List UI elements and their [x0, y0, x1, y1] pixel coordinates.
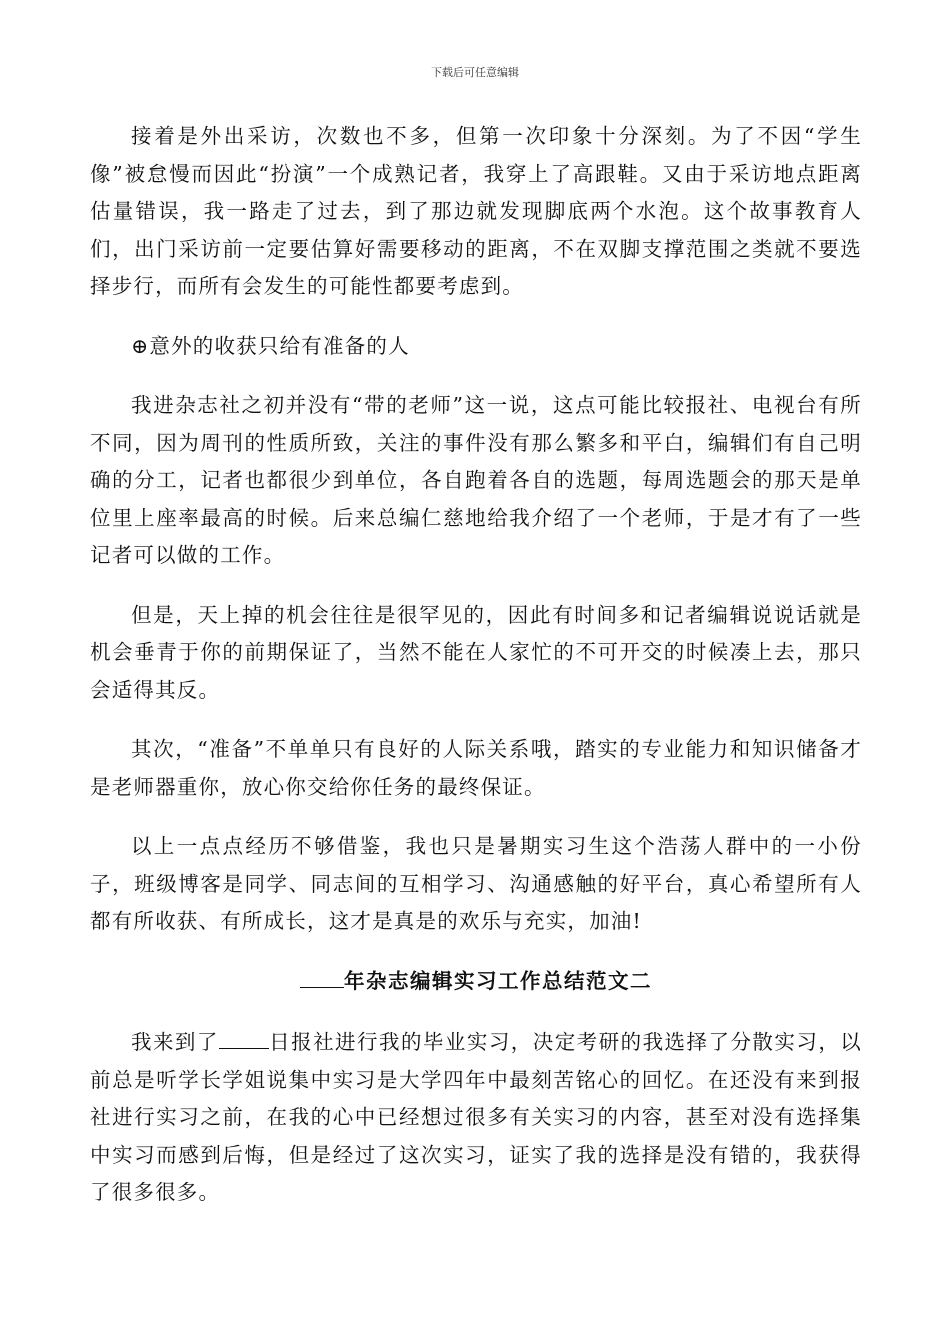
paragraph-preparation: 其次，“准备”不单单只有良好的人际关系哦，踏实的专业能力和知识储备才是老师器重你，放心你交给你任务的最终保证。 — [90, 737, 862, 799]
title-blank-line — [300, 987, 344, 988]
paragraph-magazine-start: 我进杂志社之初并没有“带的老师”这一说，这点可能比较报社、电视台有所不同，因为周刊的性质所致，关注的事件没有那么繁多和平白，编辑们有自己明确的分工，记者也都很少到单位，各自跑着各自的选题，每周选题会的那天是单位里上座率最高的时候。后来总编仁慈地给我介绍了一个老师，于是才有了一些记者可以做的工作。 — [90, 393, 862, 567]
running-header: 下载后可任意编辑 — [431, 66, 519, 79]
paragraph-newspaper-internship — [90, 1024, 862, 1212]
paragraph-interview-experience: 接着是外出采访，次数也不多，但第一次印象十分深刻。为了不因“学生像”被怠慢而因此“扮演”一个成熟记者，我穿上了高跟鞋。又由于采访地点距离估量错误，我一路走了过去，到了那边就发现脚底两个水泡。这个故事教育人们，出门采访前一定要估算好需要移动的距离，不在双脚支撑范围之类就不要选择步行，而所有会发生的可能性都要考虑到。 — [90, 124, 862, 298]
section-title-text: 年杂志编辑实习工作总结范文二 — [344, 968, 652, 993]
paragraph-subheading-prepared: ⊕意外的收获只给有准备的人 — [131, 333, 410, 358]
paragraph-start-text: 我来到了 — [131, 1030, 219, 1054]
inline-blank-line — [219, 1048, 269, 1049]
document-body — [90, 118, 862, 1234]
paragraph-opportunity: 但是，天上掉的机会往往是很罕见的，因此有时间多和记者编辑说说话就是机会垂青于你的前期保证了，当然不能在人家忙的不可开交的时候凑上去，那只会适得其反。 — [90, 602, 862, 702]
paragraph-rest-text: 日报社进行我的毕业实习，决定考研的我选择了分散实习，以前总是听学长学姐说集中实习是大学四年中最刻苦铭心的回忆。在还没有来到报社进行实习之前，在我的心中已经想过很多有关实习的内容，甚至对没有选择集中实习而感到后悔，但是经过了这次实习，证实了我的选择是没有错的，我获得了很多很多。 — [90, 1030, 862, 1204]
section-title — [90, 963, 862, 1001]
paragraph-conclusion: 以上一点点经历不够借鉴，我也只是暑期实习生这个浩荡人群中的一小份子，班级博客是同学、同志间的互相学习、沟通感触的好平台，真心希望所有人都有所收获、有所成长，这才是真是的欢乐与充实，加油! — [90, 834, 862, 933]
